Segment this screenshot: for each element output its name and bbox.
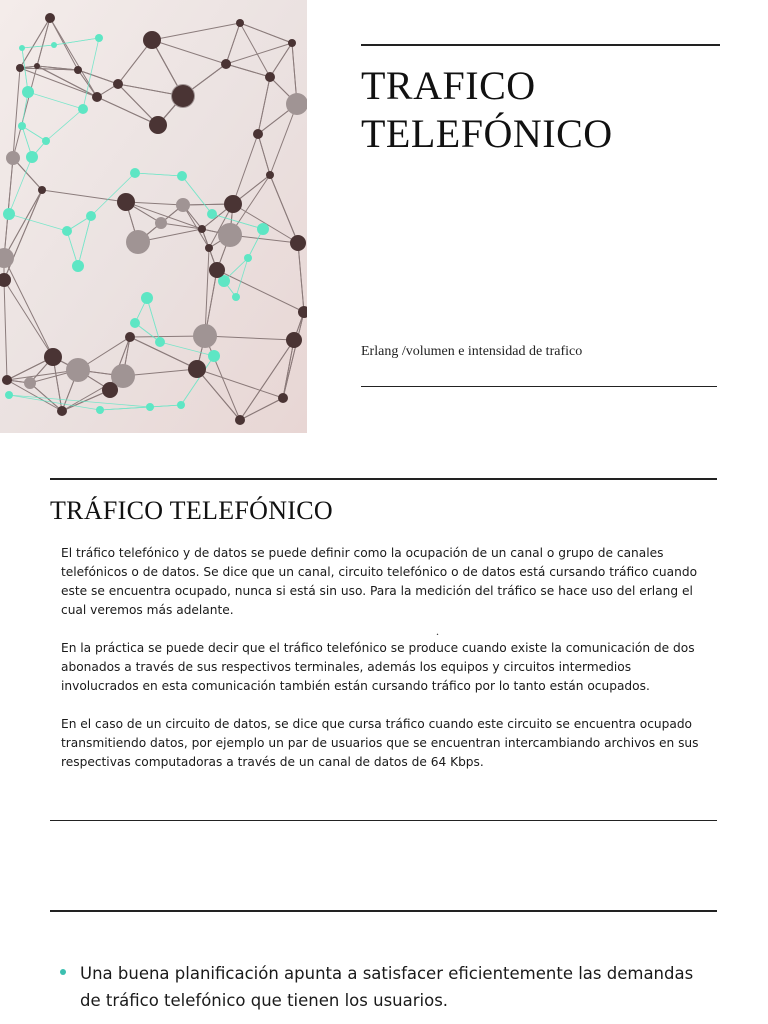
section-top-rule (50, 478, 717, 480)
section-title: TRÁFICO TELEFÓNICO (50, 496, 333, 525)
page-title (361, 62, 613, 158)
bullet-list (60, 960, 700, 1018)
network-nodes-image (0, 0, 307, 433)
title-line-1: TRAFICO (361, 63, 536, 108)
bullet-item (60, 960, 700, 1014)
subtitle-bottom-rule (361, 386, 717, 387)
paragraph: En el caso de un circuito de datos, se dice que cursa tráfico cuando este circuito se encuentra ocupado transmitiendo datos, por ejemplo un par de usuarios que se encuentran intercambiando archivos en sus respectivas computadoras a través de un canal de datos de 64 Kbps. (61, 717, 699, 769)
paragraph: En la práctica se puede decir que el tráfico telefónico se produce cuando existe la comunicación de dos abonados a través de sus respectivos terminales, además los equipos y circuitos intermedios involucrados en esta comunicación también están cursando tráfico por lo tanto están ocupados. (61, 641, 695, 693)
section-body (61, 544, 711, 791)
title-top-rule (361, 44, 720, 46)
stray-dot: . (436, 624, 439, 638)
bullet-text: Una buena planificación apunta a satisfacer eficientemente las demandas de tráfico telefónico que tienen los usuarios. (80, 964, 694, 1010)
slide-title (0, 0, 768, 433)
bullet-dot-icon (60, 969, 66, 975)
paragraph: El tráfico telefónico y de datos se puede definir como la ocupación de un canal o grupo de canales telefónicos o de datos. Se dice que un canal, circuito telefónico o de datos está cursando tráfico cuando este se encuentra ocupado, nunca si está sin uso. Para la medición del tráfico se hace uso del erlang el cual veremos más adelante. (61, 546, 698, 617)
slide-bullets (0, 910, 768, 1024)
title-line-2: TELEFÓNICO (361, 111, 613, 156)
slide-content (0, 478, 768, 822)
subtitle: Erlang /volumen e intensidad de trafico (361, 344, 583, 359)
section-bottom-rule (50, 820, 717, 821)
bullets-top-rule (50, 910, 717, 912)
